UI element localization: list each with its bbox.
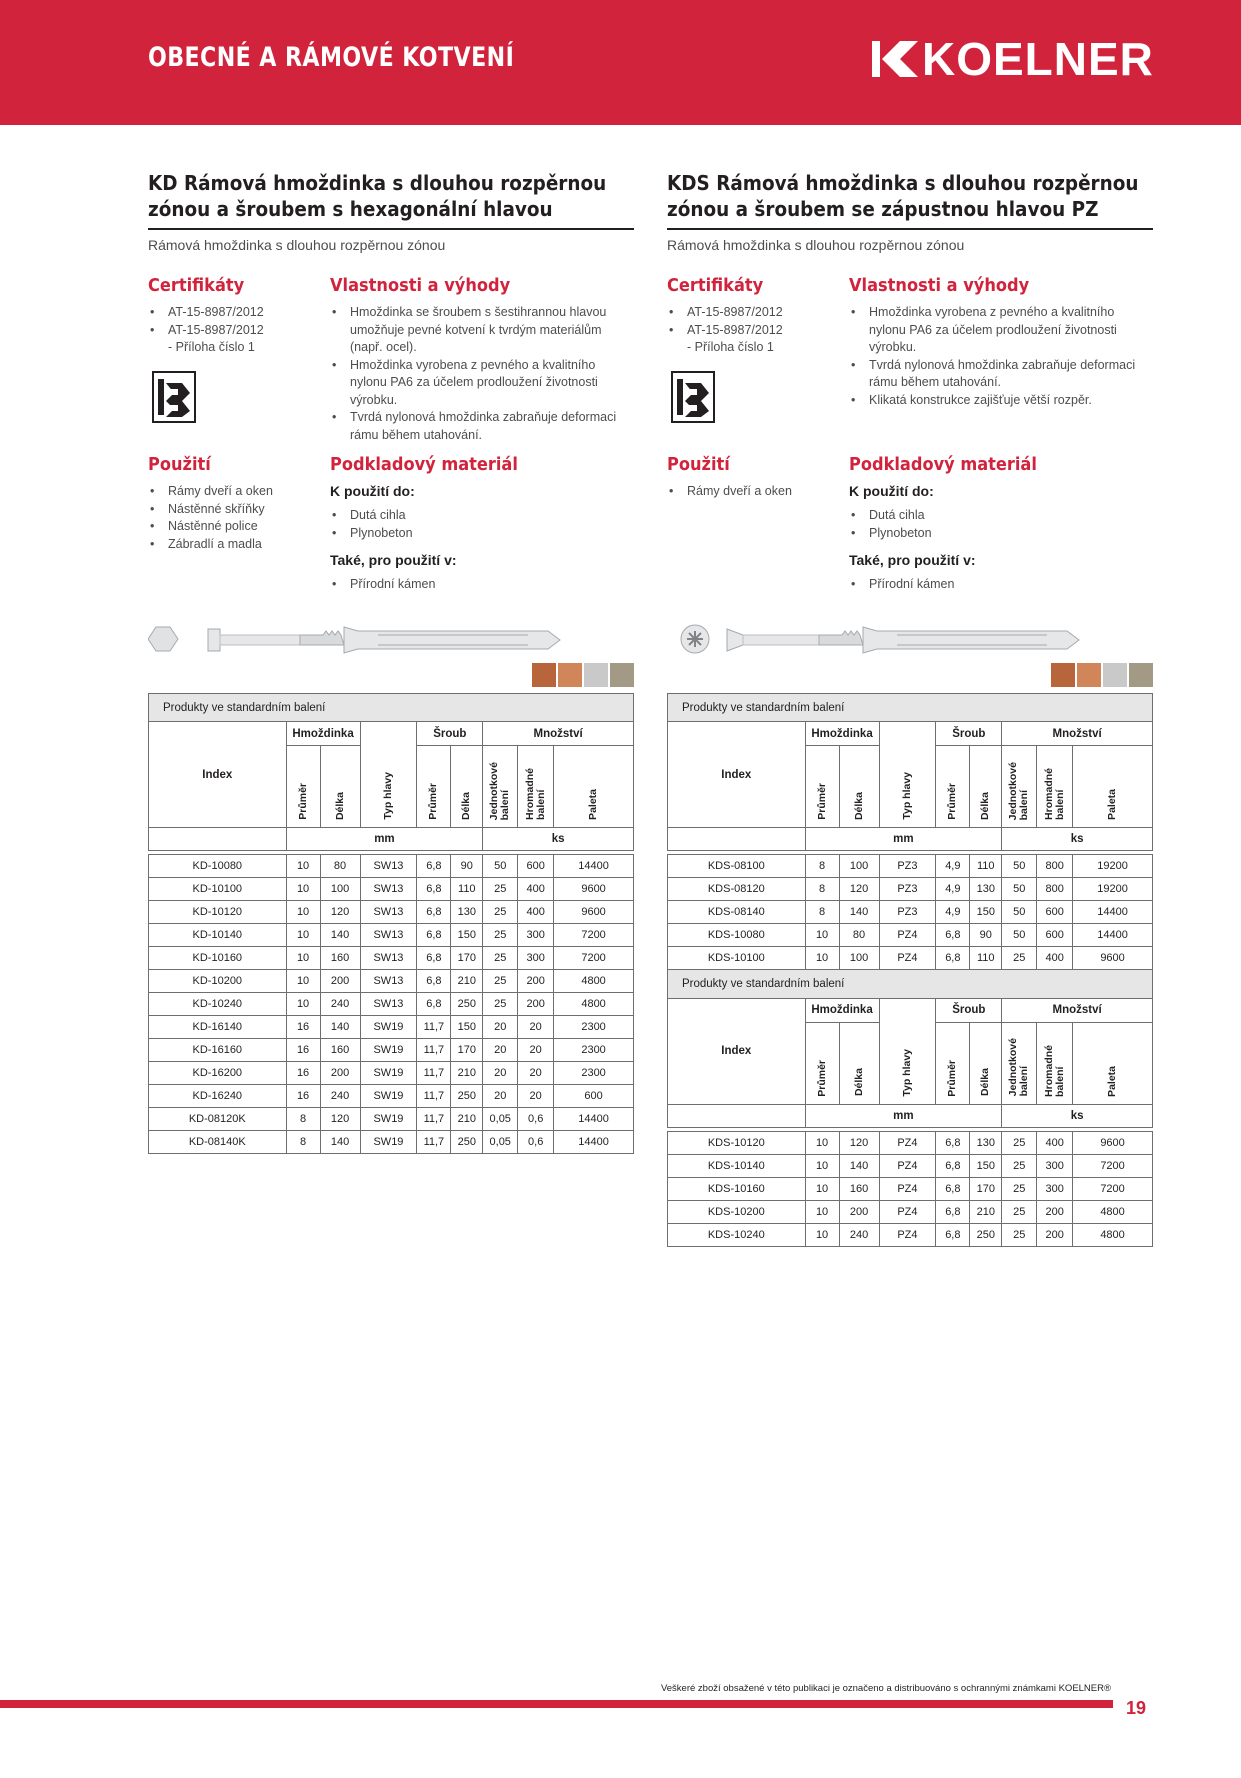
index-cell: KD-16240	[149, 1085, 287, 1108]
value-cell: 2300	[554, 1039, 634, 1062]
value-cell: 19200	[1073, 878, 1153, 901]
value-cell: 160	[320, 1039, 360, 1062]
value-cell: 400	[518, 901, 554, 924]
value-cell: 100	[839, 947, 879, 970]
table-row	[149, 970, 634, 993]
value-cell: 20	[483, 1016, 518, 1039]
value-cell: 8	[805, 878, 839, 901]
value-cell: SW13	[360, 855, 417, 878]
value-cell: 210	[451, 970, 483, 993]
value-cell: 11,7	[417, 1131, 451, 1154]
value-cell: 25	[483, 947, 518, 970]
value-cell: 20	[518, 1016, 554, 1039]
value-cell: 25	[483, 901, 518, 924]
value-cell: 16	[286, 1062, 320, 1085]
swatch-stone	[610, 663, 634, 687]
value-cell: PZ3	[879, 855, 936, 878]
value-cell: PZ4	[879, 1223, 936, 1246]
page-number: 19	[1126, 1698, 1147, 1718]
value-cell: 130	[970, 878, 1002, 901]
value-cell: 6,8	[936, 1177, 970, 1200]
value-cell: 50	[1002, 855, 1037, 878]
index-cell: KD-10160	[149, 947, 287, 970]
value-cell: 10	[805, 1131, 839, 1154]
value-cell: 110	[970, 947, 1002, 970]
value-cell: PZ4	[879, 924, 936, 947]
value-cell: 400	[1037, 947, 1073, 970]
value-cell: 120	[839, 1131, 879, 1154]
value-cell: 25	[483, 878, 518, 901]
value-cell: 200	[518, 993, 554, 1016]
brand-logo	[870, 34, 1154, 84]
trademark-note: Veškeré zboží obsažené v této publikaci je označeno a distribuováno s ochrannými známkami KOELNER®	[660, 1683, 1111, 1694]
value-cell: SW13	[360, 947, 417, 970]
value-cell: 14400	[1073, 901, 1153, 924]
value-cell: SW13	[360, 901, 417, 924]
swatch-aerated-concrete	[1103, 663, 1127, 687]
value-cell: 10	[286, 970, 320, 993]
value-cell: 300	[1037, 1154, 1073, 1177]
value-cell: 120	[839, 878, 879, 901]
value-cell: 4800	[554, 993, 634, 1016]
kds-table-body-2	[668, 1131, 1153, 1246]
value-cell: SW13	[360, 924, 417, 947]
table-row	[149, 947, 634, 970]
value-cell: 4800	[1073, 1200, 1153, 1223]
value-cell: 6,8	[417, 855, 451, 878]
swatch-brick	[532, 663, 556, 687]
kd-table-body	[149, 855, 634, 1154]
value-cell: 16	[286, 1039, 320, 1062]
value-cell: 800	[1037, 878, 1073, 901]
value-cell: 0,6	[518, 1131, 554, 1154]
title-rule	[667, 228, 1153, 230]
value-cell: 8	[805, 901, 839, 924]
kds-features: Vlastnosti a výhody • Hmoždinka vyrobena z pevného a kvalitního nylonu PA6 za účelem prodloužení životnosti výrobku. • Tvrdá nylonová hmoždinka zabraňuje deformaci rámu během utahování. • Klikatá konstrukce zajišťuje větší rozpěr.	[849, 275, 1153, 409]
value-cell: 10	[805, 947, 839, 970]
value-cell: PZ4	[879, 1200, 936, 1223]
value-cell: 11,7	[417, 1062, 451, 1085]
value-cell: 300	[518, 924, 554, 947]
value-cell: 6,8	[417, 901, 451, 924]
kd-material-swatches	[532, 663, 634, 687]
value-cell: 10	[805, 1154, 839, 1177]
value-cell: 150	[451, 924, 483, 947]
value-cell: 10	[286, 901, 320, 924]
index-cell: KDS-08120	[668, 878, 806, 901]
index-cell: KD-10200	[149, 970, 287, 993]
value-cell: PZ3	[879, 901, 936, 924]
swatch-stone	[1129, 663, 1153, 687]
value-cell: 110	[970, 855, 1002, 878]
value-cell: 250	[970, 1223, 1002, 1246]
value-cell: 250	[451, 1131, 483, 1154]
value-cell: 600	[518, 855, 554, 878]
value-cell: 0,05	[483, 1131, 518, 1154]
value-cell: 20	[483, 1085, 518, 1108]
value-cell: 9600	[1073, 947, 1153, 970]
value-cell: 160	[839, 1177, 879, 1200]
value-cell: 200	[1037, 1223, 1073, 1246]
index-cell: KDS-10200	[668, 1200, 806, 1223]
index-cell: KDS-10080	[668, 924, 806, 947]
value-cell: 6,8	[417, 924, 451, 947]
value-cell: 80	[839, 924, 879, 947]
value-cell: 6,8	[417, 878, 451, 901]
value-cell: 10	[805, 924, 839, 947]
kds-uses: Použití • Rámy dveří a oken	[667, 454, 837, 501]
kd-certificates: Certifikáty • AT-15-8987/2012 • AT-15-8987/2012 - Příloha číslo 1	[148, 275, 318, 428]
value-cell: 14400	[1073, 924, 1153, 947]
value-cell: 130	[451, 901, 483, 924]
value-cell: 140	[320, 1131, 360, 1154]
kd-base-material: Podkladový materiál K použití do: • Dutá cihla • Plynobeton Také, pro použití v: • Přírodní kámen	[330, 454, 634, 594]
value-cell: 6,8	[936, 947, 970, 970]
value-cell: 300	[1037, 1177, 1073, 1200]
footer-band	[0, 1700, 1113, 1708]
value-cell: 10	[286, 878, 320, 901]
index-cell: KDS-08140	[668, 901, 806, 924]
kds-spec-table-2: Produkty ve standardním balení Index Hmoždinka Typ hlavy Šroub Množství Průměr Délka Průměr Délka Jednotkové balení Hromadné balení Paleta mm ks KDS-10120 10 120 PZ4 6,8 130 25 400 9600 KDS-10140 10 140 PZ4 6,8 150 25 300 7200 KDS-10160 10 160 PZ4 6,8 170 25 300 7200 KDS-10200 10 200 PZ4 6,8 210 25 200 4800 KDS-10240 10 240 PZ4 6,8 250 25 200 4800	[667, 970, 1153, 1247]
value-cell: SW13	[360, 993, 417, 1016]
table-row	[668, 1154, 1153, 1177]
value-cell: 6,8	[936, 1131, 970, 1154]
value-cell: 100	[320, 878, 360, 901]
kds-title: KDS Rámová hmoždinka s dlouhou rozpěrnou zónou a šroubem se zápustnou hlavou PZ	[667, 171, 1139, 221]
value-cell: 90	[970, 924, 1002, 947]
value-cell: 11,7	[417, 1108, 451, 1131]
value-cell: 8	[805, 855, 839, 878]
table-row	[668, 901, 1153, 924]
value-cell: 100	[839, 855, 879, 878]
value-cell: 50	[1002, 924, 1037, 947]
index-cell: KD-10120	[149, 901, 287, 924]
index-cell: KD-10240	[149, 993, 287, 1016]
value-cell: 200	[320, 970, 360, 993]
kds-product-image	[667, 621, 1153, 681]
value-cell: 400	[1037, 1131, 1073, 1154]
value-cell: 150	[970, 1154, 1002, 1177]
value-cell: 10	[286, 924, 320, 947]
index-cell: KDS-10140	[668, 1154, 806, 1177]
value-cell: 25	[1002, 1154, 1037, 1177]
table-row	[668, 947, 1153, 970]
value-cell: 10	[286, 947, 320, 970]
kd-product-image	[148, 621, 634, 681]
value-cell: 25	[1002, 1131, 1037, 1154]
value-cell: 0,6	[518, 1108, 554, 1131]
value-cell: 2300	[554, 1062, 634, 1085]
value-cell: 200	[518, 970, 554, 993]
index-cell: KD-16140	[149, 1016, 287, 1039]
value-cell: 200	[1037, 1200, 1073, 1223]
kds-subtitle: Rámová hmoždinka s dlouhou rozpěrnou zónou	[667, 237, 965, 253]
value-cell: 240	[839, 1223, 879, 1246]
value-cell: 200	[839, 1200, 879, 1223]
value-cell: 11,7	[417, 1085, 451, 1108]
kd-spec-table: Produkty ve standardním balení Index Hmoždinka Typ hlavy Šroub Množství Průměr Délka Průměr Délka Jednotkové balení Hromadné balení Paleta mm ks KD-10080 10 80 SW13 6,8 90 50 600 14400 KD-10100 10 100 SW13 6,8 110 25 400 9600 KD-10120 10 120 SW13 6,8 130 25 400 9600 KD-10140 10 140 SW13 6,8 150 25 300 7200 KD-10160 10 160 SW13 6,8 170 25 300 7200 KD-10200 10 200 SW13 6,8 210 25 200 4800 KD-10240 10 240 SW13 6,8 250 25 200 4800 KD-16140 16 140 SW19 11,7 150 20 20 2300 KD-16160 16 160 SW19 11,7 170 20 20 2300 KD-16200 16 200 SW19 11,7 210 20 20 2300 KD-16240 16 240 SW19 11,7 250 20 20 600 KD-08120K 8 120 SW19 11,7 210 0,05 0,6 14400 KD-08140K 8 140 SW19 11,7 250 0,05 0,6 14400	[148, 693, 634, 1154]
value-cell: 240	[320, 1085, 360, 1108]
value-cell: SW19	[360, 1108, 417, 1131]
value-cell: 7200	[1073, 1154, 1153, 1177]
swatch-aerated-concrete	[584, 663, 608, 687]
value-cell: 8	[286, 1108, 320, 1131]
index-cell: KD-10100	[149, 878, 287, 901]
value-cell: 140	[320, 1016, 360, 1039]
table-row	[149, 855, 634, 878]
value-cell: 16	[286, 1016, 320, 1039]
value-cell: 4,9	[936, 901, 970, 924]
index-cell: KDS-10240	[668, 1223, 806, 1246]
index-cell: KDS-10120	[668, 1131, 806, 1154]
value-cell: 10	[805, 1177, 839, 1200]
table-row	[668, 1177, 1153, 1200]
value-cell: 0,05	[483, 1108, 518, 1131]
kds-info-blocks	[667, 275, 1153, 615]
value-cell: 2300	[554, 1016, 634, 1039]
table-row	[668, 855, 1153, 878]
value-cell: 90	[451, 855, 483, 878]
value-cell: 9600	[554, 901, 634, 924]
value-cell: 130	[970, 1131, 1002, 1154]
value-cell: 140	[320, 924, 360, 947]
kd-uses: Použití • Rámy dveří a oken • Nástěnné skříňky • Nástěnné police • Zábradlí a madla	[148, 454, 318, 553]
value-cell: 16	[286, 1085, 320, 1108]
table-row	[149, 1108, 634, 1131]
value-cell: 140	[839, 901, 879, 924]
value-cell: PZ4	[879, 947, 936, 970]
value-cell: 20	[518, 1085, 554, 1108]
value-cell: 120	[320, 901, 360, 924]
value-cell: 50	[483, 855, 518, 878]
value-cell: 210	[451, 1062, 483, 1085]
value-cell: PZ4	[879, 1131, 936, 1154]
value-cell: 800	[1037, 855, 1073, 878]
logo-k-mark-icon	[870, 37, 922, 81]
value-cell: 20	[483, 1039, 518, 1062]
swatch-hollow-brick	[1077, 663, 1101, 687]
value-cell: 50	[1002, 901, 1037, 924]
table-row	[668, 924, 1153, 947]
index-cell: KDS-08100	[668, 855, 806, 878]
swatch-brick	[1051, 663, 1075, 687]
kds-table-body-1	[668, 855, 1153, 970]
index-cell: KD-10080	[149, 855, 287, 878]
value-cell: SW13	[360, 878, 417, 901]
section-title: OBECNÉ A RÁMOVÉ KOTVENÍ	[148, 42, 515, 73]
index-cell: KD-16200	[149, 1062, 287, 1085]
value-cell: 80	[320, 855, 360, 878]
table-row	[149, 924, 634, 947]
table-row	[149, 1016, 634, 1039]
kd-subtitle: Rámová hmoždinka s dlouhou rozpěrnou zónou	[148, 237, 446, 253]
value-cell: 300	[518, 947, 554, 970]
value-cell: 600	[1037, 901, 1073, 924]
value-cell: 25	[483, 970, 518, 993]
kds-base-material: Podkladový materiál K použití do: • Dutá cihla • Plynobeton Také, pro použití v: • Přírodní kámen	[849, 454, 1153, 594]
product-kd-column	[148, 170, 634, 1154]
value-cell: 6,8	[417, 970, 451, 993]
kds-spec-table-1: Produkty ve standardním balení Index Hmoždinka Typ hlavy Šroub Množství Průměr Délka Průměr Délka Jednotkové balení Hromadné balení Paleta mm ks KDS-08100 8 100 PZ3 4,9 110 50 800 19200 KDS-08120 8 120 PZ3 4,9 130 50 800 19200 KDS-08140 8 140 PZ3 4,9 150 50 600 14400 KDS-10080 10 80 PZ4 6,8 90 50 600 14400 KDS-10100 10 100 PZ4 6,8 110 25 400 9600	[667, 693, 1153, 970]
value-cell: 25	[1002, 1177, 1037, 1200]
value-cell: 7200	[554, 924, 634, 947]
table-row	[149, 878, 634, 901]
value-cell: SW19	[360, 1039, 417, 1062]
value-cell: 11,7	[417, 1016, 451, 1039]
table-row	[149, 1062, 634, 1085]
value-cell: 160	[320, 947, 360, 970]
value-cell: 4,9	[936, 855, 970, 878]
table-row	[668, 1131, 1153, 1154]
value-cell: 6,8	[417, 947, 451, 970]
value-cell: 6,8	[936, 924, 970, 947]
value-cell: 10	[805, 1200, 839, 1223]
value-cell: 9600	[554, 878, 634, 901]
value-cell: 170	[451, 1039, 483, 1062]
value-cell: 6,8	[417, 993, 451, 1016]
value-cell: 14400	[554, 855, 634, 878]
value-cell: 10	[286, 993, 320, 1016]
value-cell: 4800	[1073, 1223, 1153, 1246]
index-cell: KDS-10100	[668, 947, 806, 970]
value-cell: 120	[320, 1108, 360, 1131]
value-cell: 25	[1002, 947, 1037, 970]
value-cell: 6,8	[936, 1154, 970, 1177]
value-cell: 600	[554, 1085, 634, 1108]
value-cell: 170	[451, 947, 483, 970]
value-cell: 14400	[554, 1108, 634, 1131]
value-cell: SW19	[360, 1062, 417, 1085]
value-cell: 150	[970, 901, 1002, 924]
value-cell: 150	[451, 1016, 483, 1039]
value-cell: 20	[483, 1062, 518, 1085]
index-cell: KD-16160	[149, 1039, 287, 1062]
table-row	[149, 901, 634, 924]
kd-title: KD Rámová hmoždinka s dlouhou rozpěrnou zónou a šroubem s hexagonální hlavou	[148, 171, 607, 221]
value-cell: 6,8	[936, 1223, 970, 1246]
value-cell: 25	[483, 924, 518, 947]
value-cell: 11,7	[417, 1039, 451, 1062]
kds-material-swatches	[1051, 663, 1153, 687]
kds-certificates: Certifikáty • AT-15-8987/2012 • AT-15-8987/2012 - Příloha číslo 1	[667, 275, 837, 428]
building-certificate-icon	[152, 371, 196, 423]
value-cell: 7200	[554, 947, 634, 970]
value-cell: 9600	[1073, 1131, 1153, 1154]
table-row	[149, 993, 634, 1016]
table-row	[149, 1085, 634, 1108]
value-cell: 20	[518, 1039, 554, 1062]
index-cell: KD-08120K	[149, 1108, 287, 1131]
value-cell: 140	[839, 1154, 879, 1177]
title-rule	[148, 228, 634, 230]
value-cell: 7200	[1073, 1177, 1153, 1200]
value-cell: PZ4	[879, 1154, 936, 1177]
value-cell: 20	[518, 1062, 554, 1085]
table-row	[668, 1223, 1153, 1246]
value-cell: 10	[805, 1223, 839, 1246]
value-cell: 4800	[554, 970, 634, 993]
value-cell: 4,9	[936, 878, 970, 901]
brand-name: KOELNER	[922, 33, 1154, 85]
building-certificate-icon	[671, 371, 715, 423]
value-cell: 250	[451, 1085, 483, 1108]
value-cell: PZ3	[879, 878, 936, 901]
value-cell: 600	[1037, 924, 1073, 947]
value-cell: 50	[1002, 878, 1037, 901]
value-cell: SW19	[360, 1016, 417, 1039]
swatch-hollow-brick	[558, 663, 582, 687]
value-cell: 170	[970, 1177, 1002, 1200]
value-cell: SW13	[360, 970, 417, 993]
value-cell: 10	[286, 855, 320, 878]
value-cell: 210	[970, 1200, 1002, 1223]
value-cell: 400	[518, 878, 554, 901]
table-row	[149, 1131, 634, 1154]
value-cell: 25	[1002, 1200, 1037, 1223]
value-cell: PZ4	[879, 1177, 936, 1200]
value-cell: 25	[483, 993, 518, 1016]
table-row	[149, 1039, 634, 1062]
value-cell: 14400	[554, 1131, 634, 1154]
value-cell: SW19	[360, 1085, 417, 1108]
table-row	[668, 878, 1153, 901]
value-cell: 250	[451, 993, 483, 1016]
table-row	[668, 1200, 1153, 1223]
value-cell: 25	[1002, 1223, 1037, 1246]
kd-features: Vlastnosti a výhody • Hmoždinka se šroubem s šestihrannou hlavou umožňuje pevné kotvení k tvrdým materiálům (např. ocel). • Hmoždinka vyrobena z pevného a kvalitního nylonu PA6 za účelem prodloužení životnosti výrobku. • Tvrdá nylonová hmoždinka zabraňuje deformaci rámu během utahování.	[330, 275, 634, 444]
value-cell: 200	[320, 1062, 360, 1085]
index-cell: KDS-10160	[668, 1177, 806, 1200]
product-kds-column	[667, 170, 1153, 1247]
value-cell: 210	[451, 1108, 483, 1131]
index-cell: KD-08140K	[149, 1131, 287, 1154]
kd-info-blocks	[148, 275, 634, 615]
value-cell: 240	[320, 993, 360, 1016]
index-cell: KD-10140	[149, 924, 287, 947]
value-cell: 19200	[1073, 855, 1153, 878]
value-cell: 6,8	[936, 1200, 970, 1223]
value-cell: 8	[286, 1131, 320, 1154]
value-cell: SW19	[360, 1131, 417, 1154]
value-cell: 110	[451, 878, 483, 901]
